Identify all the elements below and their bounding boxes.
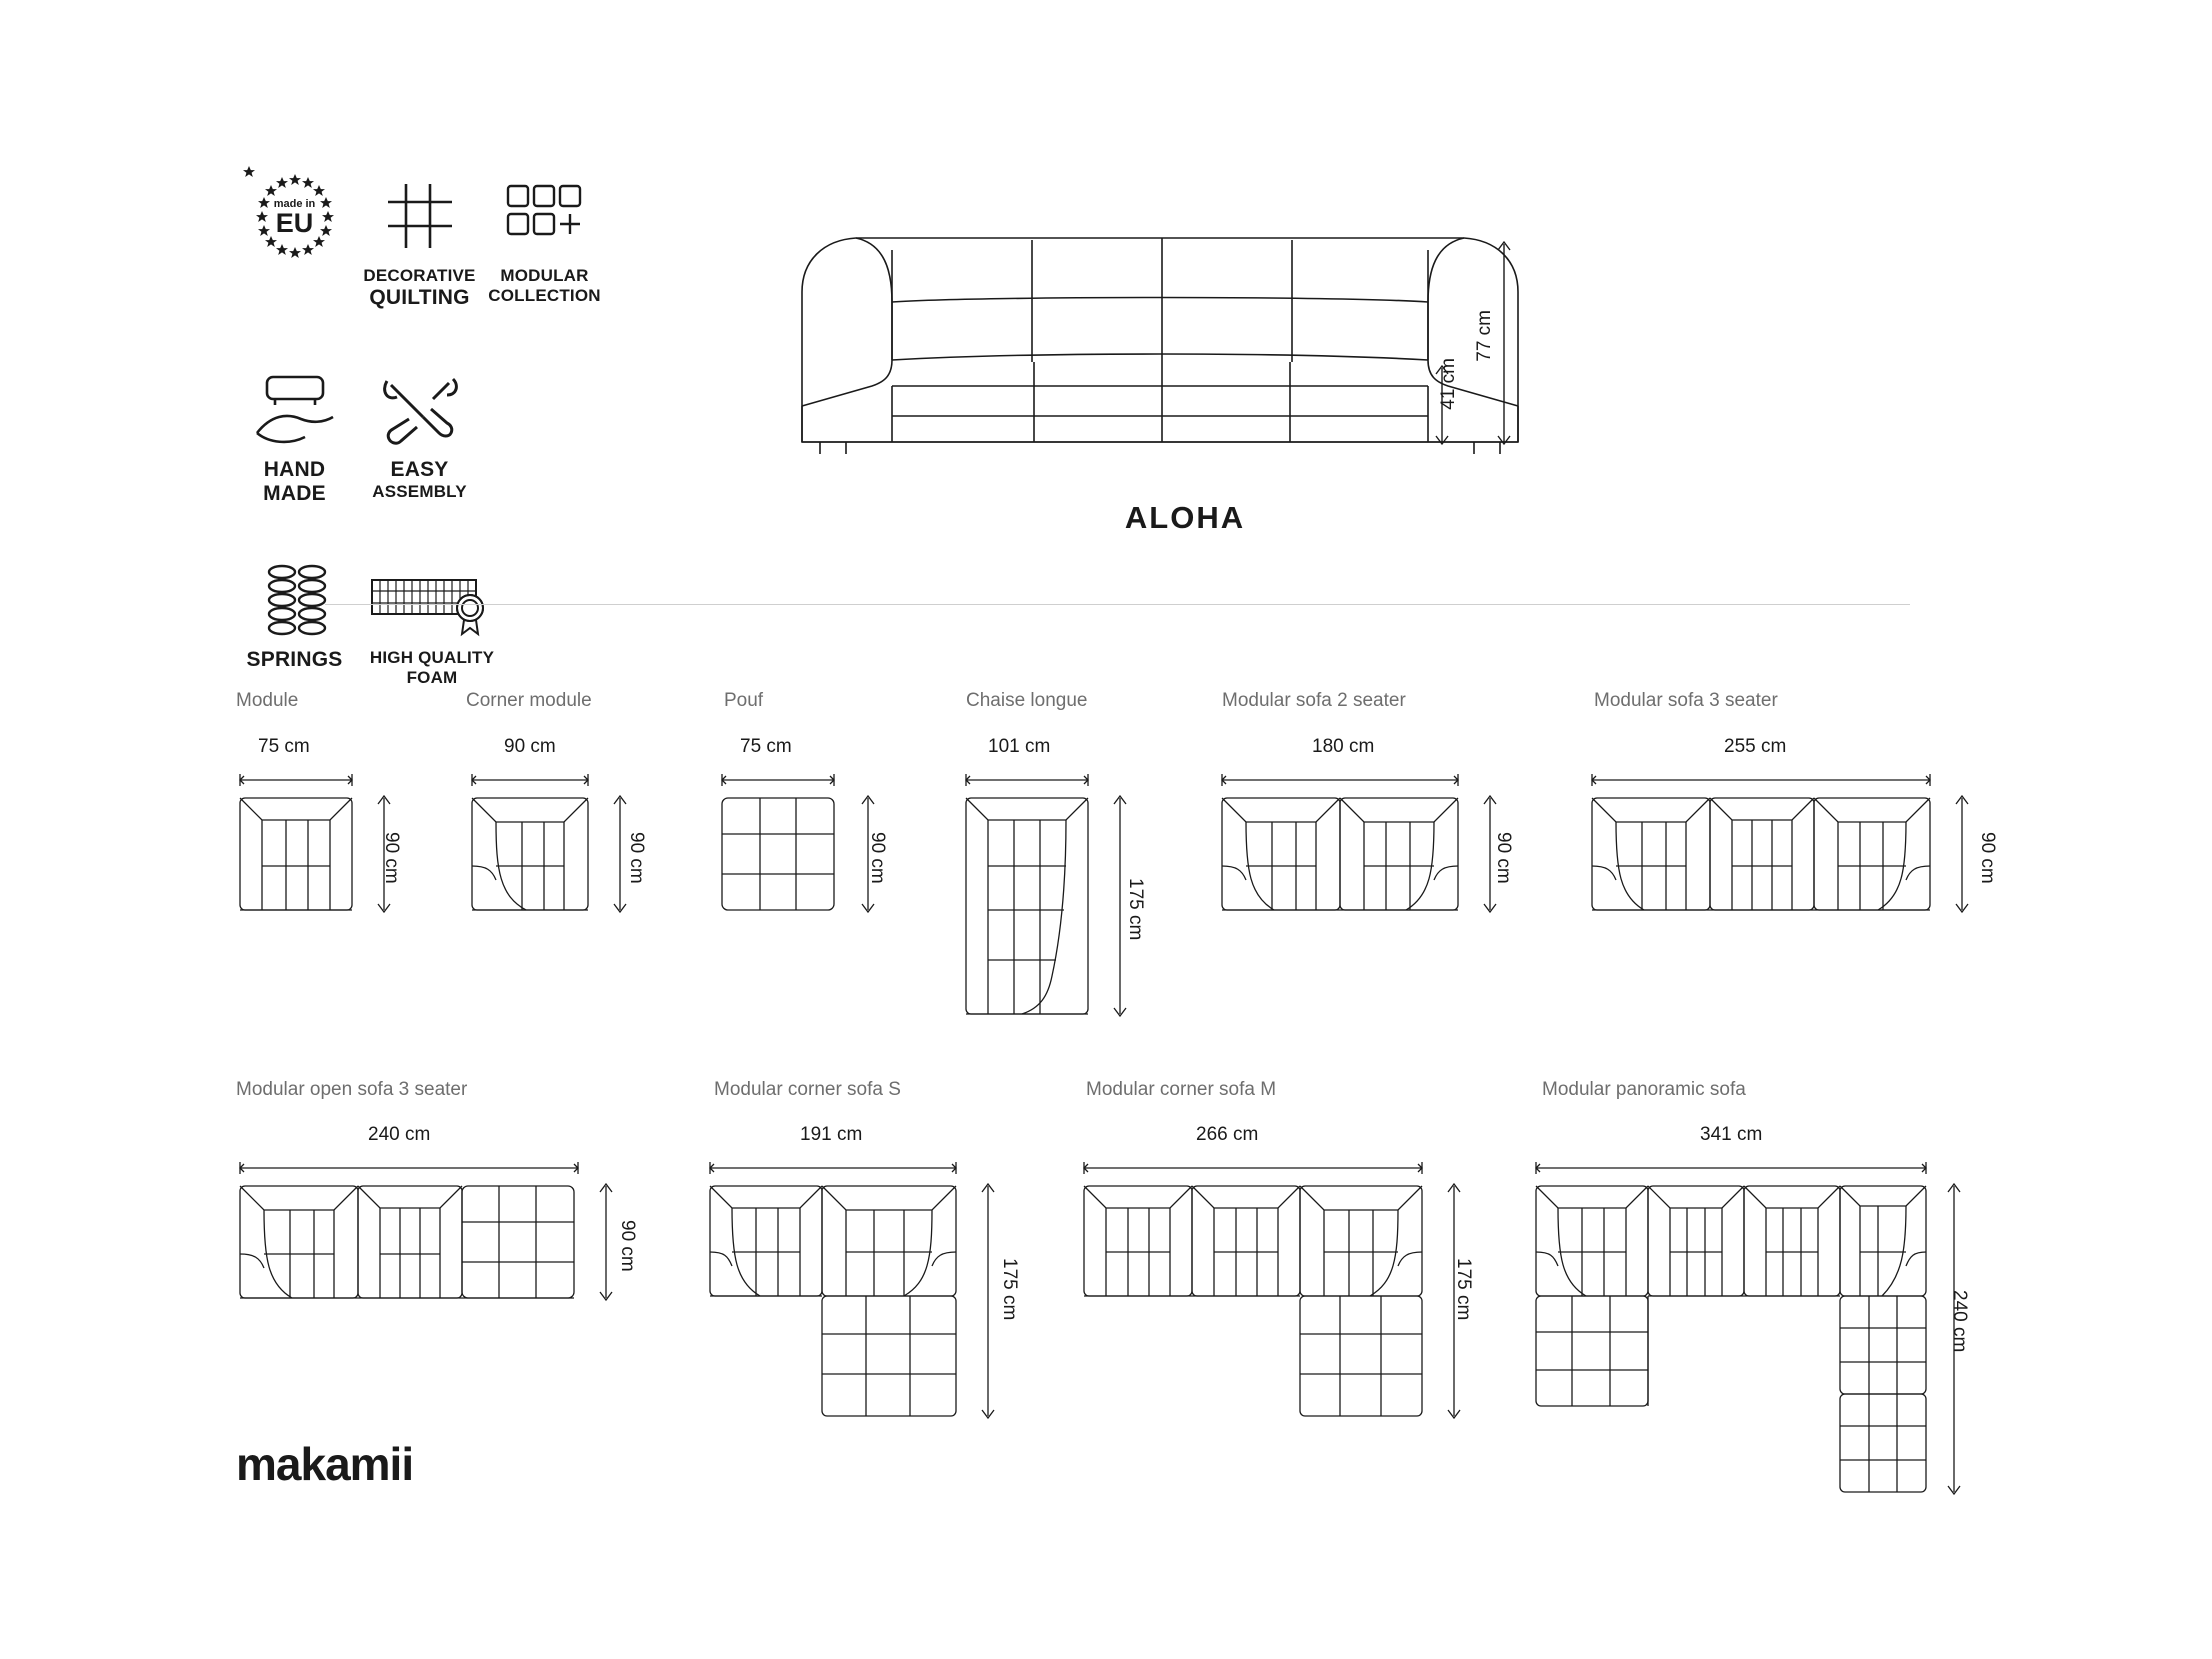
springs-icon bbox=[232, 552, 357, 648]
label-panoramic-sofa: Modular panoramic sofa bbox=[1542, 1079, 1746, 1100]
hero-height-total: 77 cm bbox=[1474, 310, 1495, 362]
dim-modular-3-depth: 90 cm bbox=[1977, 832, 1998, 884]
badge-modular-collection-line2: COLLECTION bbox=[488, 285, 601, 305]
badge-high-quality-foam-line2: FOAM bbox=[406, 667, 458, 687]
badge-modular-collection-line1: MODULAR bbox=[500, 266, 589, 285]
tools-icon bbox=[357, 362, 482, 458]
badge-decorative-quilting-line1: DECORATIVE bbox=[363, 266, 476, 285]
badge-hand-made bbox=[232, 362, 357, 506]
badge-hand-made-line2: MADE bbox=[263, 481, 326, 505]
label-chaise-longue: Chaise longue bbox=[966, 690, 1088, 711]
drawing-pouf bbox=[716, 770, 896, 950]
dim-chaise-depth: 175 cm bbox=[1125, 878, 1146, 941]
quilting-grid-icon bbox=[357, 170, 482, 266]
badge-decorative-quilting bbox=[357, 170, 482, 310]
drawing-modular-2-seater bbox=[1216, 770, 1516, 950]
dim-modular-2-depth: 90 cm bbox=[1493, 832, 1514, 884]
feature-badges bbox=[232, 170, 612, 687]
hero-height-seat: 41 cm bbox=[1438, 358, 1459, 410]
badge-easy-assembly bbox=[357, 362, 482, 502]
badge-decorative-quilting-line2: QUILTING bbox=[369, 285, 470, 309]
dim-open-3-depth: 90 cm bbox=[617, 1220, 638, 1272]
label-pouf: Pouf bbox=[724, 690, 764, 711]
dim-pouf-width: 75 cm bbox=[740, 736, 792, 757]
badge-modular-collection bbox=[482, 170, 607, 305]
badge-high-quality-foam-line1: HIGH QUALITY bbox=[369, 647, 495, 667]
divider bbox=[325, 604, 1910, 605]
dim-chaise-width: 101 cm bbox=[988, 736, 1051, 757]
dim-modular-3-width: 255 cm bbox=[1724, 736, 1787, 757]
dim-panoramic-depth: 240 cm bbox=[1949, 1290, 1970, 1353]
eu-stars-icon bbox=[232, 170, 357, 266]
dim-corner-module-depth: 90 cm bbox=[626, 832, 647, 884]
hero-dimension-arrows bbox=[1400, 238, 1520, 458]
page-title: ALOHA bbox=[1124, 500, 1246, 535]
dim-module-depth: 90 cm bbox=[381, 832, 402, 884]
badge-springs-label: SPRINGS bbox=[246, 647, 343, 671]
drawing-module bbox=[234, 770, 414, 950]
badge-hand-made-line1: HAND bbox=[263, 457, 326, 481]
badge-high-quality-foam bbox=[357, 552, 507, 687]
badge-row-2 bbox=[232, 362, 612, 506]
label-modular-2-seater: Modular sofa 2 seater bbox=[1222, 690, 1406, 711]
drawing-corner-module bbox=[466, 770, 656, 950]
badge-made-in-eu-line1: made in bbox=[273, 198, 316, 210]
drawing-modular-3-seater bbox=[1586, 770, 1986, 950]
badge-easy-assembly-line1: EASY bbox=[390, 457, 449, 481]
label-module: Module bbox=[236, 690, 299, 711]
dim-pouf-depth: 90 cm bbox=[867, 832, 888, 884]
label-modular-3-seater: Modular sofa 3 seater bbox=[1594, 690, 1778, 711]
drawing-chaise-longue bbox=[960, 770, 1170, 1030]
dim-corner-m-width: 266 cm bbox=[1196, 1124, 1259, 1145]
label-open-3-seater: Modular open sofa 3 seater bbox=[236, 1079, 468, 1100]
drawing-open-sofa-3-seater bbox=[234, 1158, 634, 1338]
label-corner-sofa-m: Modular corner sofa M bbox=[1086, 1079, 1277, 1100]
dim-panoramic-width: 341 cm bbox=[1700, 1124, 1763, 1145]
dim-corner-m-depth: 175 cm bbox=[1453, 1258, 1474, 1321]
drawing-corner-sofa-m bbox=[1078, 1158, 1458, 1438]
badge-made-in-eu-line2: EU bbox=[275, 208, 314, 238]
dim-modular-2-width: 180 cm bbox=[1312, 736, 1375, 757]
badge-row-3 bbox=[232, 552, 612, 687]
dim-corner-s-width: 191 cm bbox=[800, 1124, 863, 1145]
drawing-corner-sofa-s bbox=[704, 1158, 1024, 1438]
badge-row-1 bbox=[232, 170, 612, 310]
drawing-panoramic-sofa bbox=[1530, 1158, 1970, 1498]
dim-corner-s-depth: 175 cm bbox=[999, 1258, 1020, 1321]
hand-sofa-icon bbox=[232, 362, 357, 458]
badge-made-in-eu bbox=[232, 170, 357, 266]
dim-corner-module-width: 90 cm bbox=[504, 736, 556, 757]
brand-logo-text: makamii bbox=[236, 1438, 414, 1490]
label-corner-sofa-s: Modular corner sofa S bbox=[714, 1079, 901, 1100]
dim-open-3-width: 240 cm bbox=[368, 1124, 431, 1145]
modular-squares-icon bbox=[482, 170, 607, 266]
badge-easy-assembly-line2: ASSEMBLY bbox=[372, 481, 467, 501]
brand-logo bbox=[236, 1437, 413, 1491]
label-corner-module: Corner module bbox=[466, 690, 592, 711]
dim-module-width: 75 cm bbox=[258, 736, 310, 757]
foam-block-icon bbox=[357, 552, 507, 648]
badge-springs bbox=[232, 552, 357, 672]
